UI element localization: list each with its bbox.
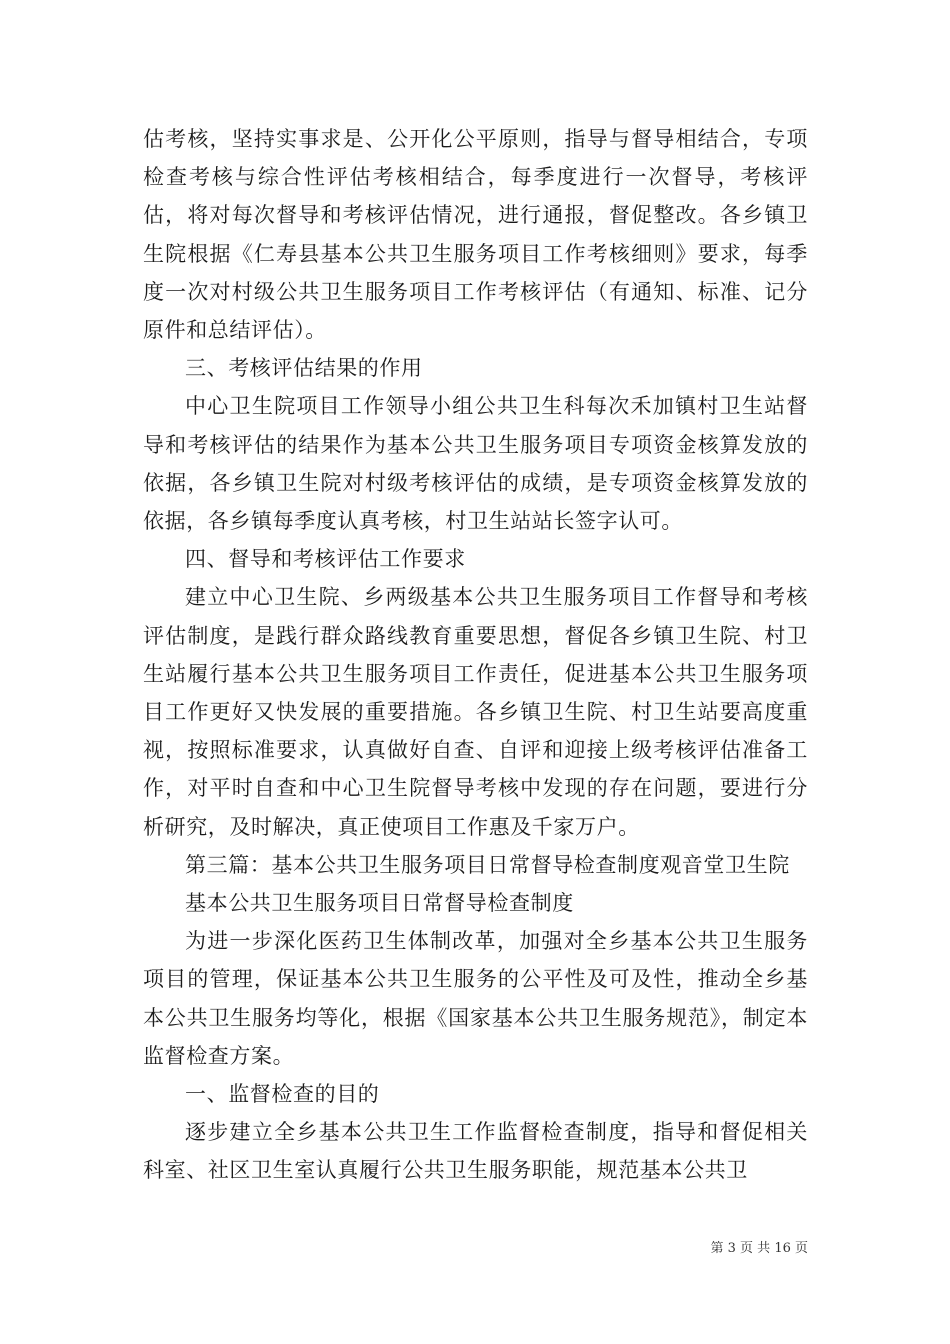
paragraph-assessment-results: 中心卫生院项目工作领导小组公共卫生科每次禾加镇村卫生站督导和考核评估的结果作为基本公共卫生服务项目专项资金核算发放的依据，各乡镇卫生院对村级考核评估的成绩，是专项资金核算发放的依据，各乡镇每季度认真考核，村卫生站站长签字认可。 [143,394,808,534]
document-subtitle: 基本公共卫生服务项目日常督导检查制度 [185,891,574,916]
paragraph-inspection-purpose: 逐步建立全乡基本公共卫生工作监督检查制度，指导和督促相关科室、社区卫生室认真履行公共卫生服务职能，规范基本公共卫 [143,1120,808,1183]
paragraph-assessment-method: 估考核，坚持实事求是、公开化公平原则，指导与督导相结合，专项检查考核与综合性评估考核相结合，每季度进行一次督导，考核评估，将对每次督导和考核评估情况，进行通报，督促整改。各乡镇卫生院根据《仁寿县基本公共卫生服务项目工作考核细则》要求，每季度一次对村级公共卫生服务项目工作考核评估（有通知、标准、记分原件和总结评估）。 [143,127,808,343]
paragraph-introduction: 为进一步深化医药卫生体制改革，加强对全乡基本公共卫生服务项目的管理，保证基本公共卫生服务的公平性及可及性，推动全乡基本公共卫生服务均等化，根据《国家基本公共卫生服务规范》，制定本监督检查方案。 [143,929,808,1068]
heading-inspection-purpose: 一、监督检查的目的 [185,1082,380,1107]
paragraph-work-requirements: 建立中心卫生院、乡两级基本公共卫生服务项目工作督导和考核评估制度，是践行群众路线教育重要思想，督促各乡镇卫生院、村卫生站履行基本公共卫生服务项目工作责任，促进基本公共卫生服务项目工作更好又快发展的重要措施。各乡镇卫生院、村卫生站要高度重视，按照标准要求，认真做好自查、自评和迎接上级考核评估准备工作，对平时自查和中心卫生院督导考核中发现的存在问题，要进行分析研究，及时解决，真正使项目工作惠及千家万户。 [143,585,808,839]
heading-assessment-results: 三、考核评估结果的作用 [185,356,423,381]
heading-work-requirements: 四、督导和考核评估工作要求 [185,547,466,572]
section-title-part-three: 第三篇：基本公共卫生服务项目日常督导检查制度观音堂卫生院 [185,852,790,877]
page-number-footer: 第 3 页 共 16 页 [710,1241,808,1256]
document-body [143,120,808,1190]
